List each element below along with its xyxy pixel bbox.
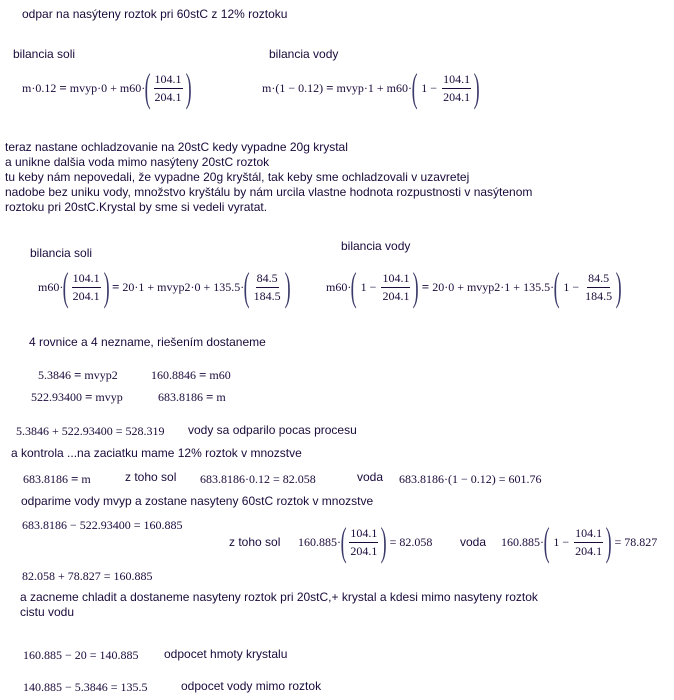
salt-balance-label-2: bilancia soli <box>30 246 93 260</box>
cool-note1: odpocet hmoty krystalu <box>164 647 288 661</box>
fraction: $\frac{104.1}{204.1}$ <box>154 71 182 104</box>
cool-line2: cistu vodu <box>20 605 75 619</box>
cool-line1: a zacneme chladit a dostaneme nasyteny roztok pri 20stC,+ krystal a kdesi mimo nasyteny roztok <box>20 590 538 604</box>
salt-balance-equation-2 <box>38 264 291 309</box>
paragraph-line: tu keby nám nepovedali, že vypadne 20g kryštál, tak keby sme ochladzovali v uzavretej <box>5 170 470 184</box>
evap2-water-label: voda <box>460 535 487 549</box>
right-paren: ) <box>615 264 622 309</box>
right-paren: ) <box>473 65 480 110</box>
fraction: $\frac{104.1}{204.1}$ <box>443 71 471 104</box>
check-salt-expr: 683.8186·0.12 = 82.058 <box>200 472 316 486</box>
paragraph-line: nadobe bez uniku vody, množstvo kryštálu by nám urcila vlastne hodnota rozpustnosti v nasýtenom <box>5 185 533 199</box>
result-mvyp: 522.93400 = mvyp <box>31 389 123 404</box>
fraction: $\frac{104.1}{204.1}$ <box>382 270 410 303</box>
check-salt-label: z toho sol <box>125 470 177 484</box>
salt-balance-label: bilancia soli <box>13 47 76 61</box>
water-balance-equation <box>262 65 480 110</box>
evaporated-note: vody sa odparilo pocas procesu <box>188 423 357 437</box>
check-water-label: voda <box>357 470 384 484</box>
water-balance-label: bilancia vody <box>269 47 339 61</box>
result-mvyp2: 5.3846 = mvyp2 <box>38 367 118 382</box>
paragraph-line: a unikne dalšia voda mimo nasýteny 20stC roztok <box>5 155 270 169</box>
one-minus: 1 − <box>360 280 377 294</box>
left-paren: ( <box>63 264 70 309</box>
equals-sign: = <box>326 80 334 95</box>
eq-rhs: 20·1 + mvyp2·0 + 135.5· <box>122 280 245 294</box>
water-balance-equation-2 <box>326 264 622 309</box>
evap2-text: odparime vody mvyp a zostane nasyteny 60stC roztok v mnozstve <box>21 494 374 508</box>
eq-lhs: m60· <box>326 280 352 294</box>
paragraph-line: roztoku pri 20stC.Krystal by sme si vedeli vyratat. <box>5 200 268 214</box>
left-paren: ( <box>144 65 151 110</box>
solve-text: 4 rovnice a 4 nezname, riešením dostaneme <box>29 335 266 349</box>
fraction: $\frac{104.1}{204.1}$ <box>72 270 100 303</box>
check-water-expr: 683.8186·(1 − 0.12) = 601.76 <box>399 472 542 486</box>
cool-expr1: 160.885 − 20 = 140.885 <box>23 648 139 662</box>
fraction: $\frac{84.5}{184.5}$ <box>253 270 281 303</box>
evap2-expr: 683.8186 − 522.93400 = 160.885 <box>22 518 183 532</box>
evaporated-expr: 5.3846 + 522.93400 = 528.319 <box>16 424 165 438</box>
eq-rhs: 20·0 + mvyp2·1 + 135.5· <box>432 280 555 294</box>
water-balance-label-2: bilancia vody <box>341 239 411 253</box>
paragraph-line: teraz nastane ochladzovanie na 20stC kedy vypadne 20g krystal <box>5 140 348 154</box>
result-m: 683.8186 = m <box>158 389 226 404</box>
check-m: 683.8186 = m <box>23 471 91 486</box>
evap2-salt-label: z toho sol <box>229 535 281 549</box>
check-text: a kontrola ...na zaciatku mame 12% roztok v mnozstve <box>11 446 302 460</box>
eq-rhs: mvyp·0 + m60· <box>69 81 146 95</box>
eq-lhs: m·(1 − 0.12) <box>262 81 324 95</box>
cool-expr2: 140.885 − 5.3846 = 135.5 <box>23 680 148 694</box>
left-paren: ( <box>411 65 418 110</box>
eq-rhs: mvyp·1 + m60· <box>336 81 412 95</box>
equals-sign: = <box>421 279 430 294</box>
fraction: $\frac{84.5}{184.5}$ <box>585 270 613 303</box>
left-paren: ( <box>243 264 250 309</box>
evap2-water-expr: 160.885· ( 1 − $\frac{104.1}{204.1}$ ) = 78.827 <box>501 519 658 564</box>
evap2-sum: 82.058 + 78.827 = 160.885 <box>22 569 153 583</box>
left-paren: ( <box>351 264 358 309</box>
equals-sign: = <box>59 80 67 95</box>
cool-note2: odpocet vody mimo roztok <box>181 679 322 693</box>
salt-balance-equation <box>22 65 192 110</box>
evap2-salt-expr: 160.885· ( $\frac{104.1}{204.1}$ ) = 82.058 <box>298 519 433 564</box>
one-minus: 1 − <box>563 280 580 294</box>
left-paren: ( <box>553 264 560 309</box>
right-paren: ) <box>185 65 192 110</box>
title: odpar na nasýteny roztok pri 60stC z 12% roztoku <box>22 7 288 21</box>
right-paren: ) <box>284 264 291 309</box>
result-m60: 160.8846 = m60 <box>151 367 231 382</box>
right-paren: ) <box>413 264 420 309</box>
eq-lhs: m·0.12 <box>22 81 57 95</box>
eq-lhs: m60· <box>38 280 64 294</box>
equals-sign: = <box>112 279 120 294</box>
one-minus: 1 − <box>421 81 438 95</box>
right-paren: ) <box>103 264 110 309</box>
